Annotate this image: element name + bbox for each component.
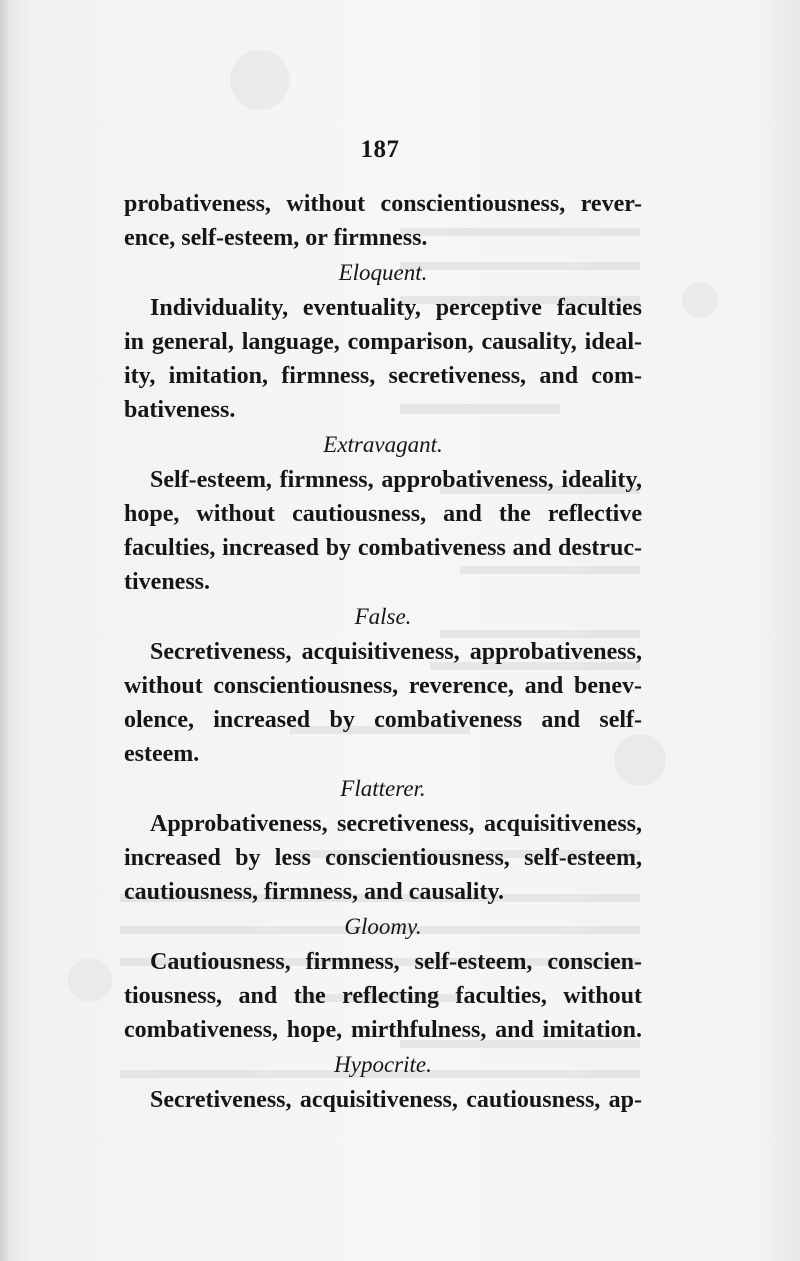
page-gutter-shadow (0, 0, 10, 1261)
text-line: cautiousness, firmness, and causality. (124, 879, 505, 905)
section-heading: Hypocrite. (334, 1052, 432, 1077)
text-line: Secretiveness, acquisitiveness, cautiousness, ap- (150, 1087, 642, 1113)
section-heading: False. (354, 604, 412, 629)
text-line: Secretiveness, acquisitiveness, approbativeness, (150, 639, 642, 665)
text-line: ity, imitation, firmness, secretiveness, and com- (124, 363, 642, 389)
text-line: hope, without cautiousness, and the reflective (124, 501, 642, 527)
text-line: olence, increased by combativeness and self- (124, 707, 642, 733)
text-line: combativeness, hope, mirthfulness, and imitation. (124, 1017, 642, 1043)
text-line: tiveness. (124, 569, 210, 595)
section-heading: Eloquent. (338, 260, 428, 285)
text-line: Approbativeness, secretiveness, acquisitiveness, (150, 811, 642, 837)
text-line: probativeness, without conscientiousness, rever- (124, 191, 642, 217)
text-line: Cautiousness, firmness, self-esteem, conscien- (150, 949, 642, 975)
text-line: without conscientiousness, reverence, and benev- (124, 673, 642, 699)
text-line: increased by less conscientiousness, self-esteem, (124, 845, 642, 871)
text-line: in general, language, comparison, causality, ideal- (124, 329, 642, 355)
text-line: ence, self-esteem, or firmness. (124, 225, 428, 251)
page-number: 187 (360, 136, 400, 163)
text-line: faculties, increased by combativeness and destruc- (124, 535, 642, 561)
section-heading: Flatterer. (340, 776, 426, 801)
text-line: Self-esteem, firmness, approbativeness, ideality, (150, 467, 642, 493)
text-line: esteem. (124, 741, 200, 767)
text-line: bativeness. (124, 397, 236, 423)
text-line: Individuality, eventuality, perceptive faculties (150, 295, 642, 321)
page-body-text (124, 187, 642, 1117)
text-line: tiousness, and the reflecting faculties, without (124, 983, 642, 1009)
section-heading: Gloomy. (344, 914, 422, 939)
section-heading: Extravagant. (323, 432, 443, 457)
